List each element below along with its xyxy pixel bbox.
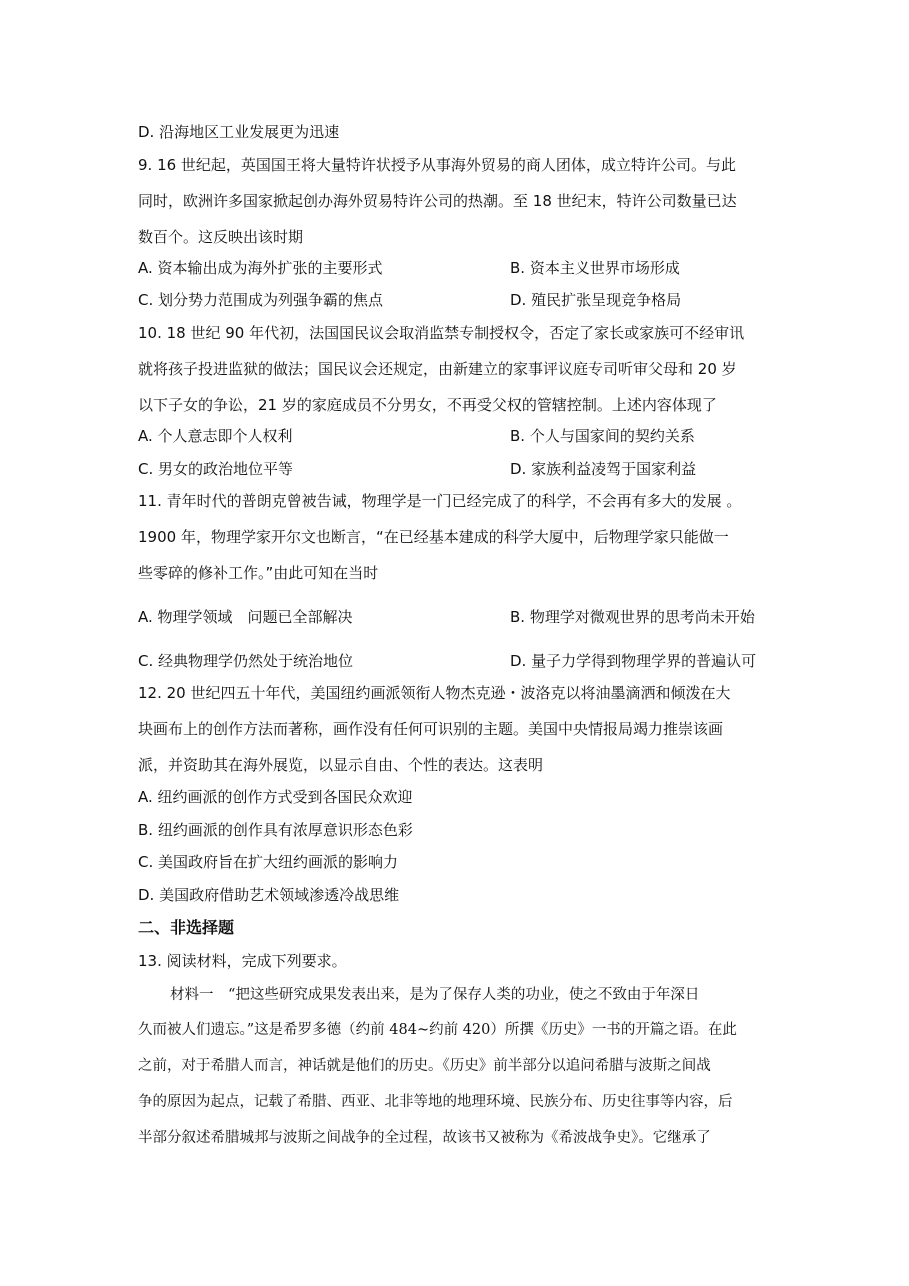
q10-option-c: C. 男女的政治地位平等 bbox=[138, 460, 294, 478]
q9-option-a: A. 资本输出成为海外扩张的主要形式 bbox=[138, 259, 383, 277]
q13-material-line: 半部分叙述希腊城邦与波斯之间战争的全过程，故该书又被称为《希波战争史》。它继承了 bbox=[138, 1130, 711, 1146]
q9-stem-line: 9. 16 世纪起，英国国王将大量特许状授予从事海外贸易的商人团体，成立特许公司。与此 bbox=[138, 156, 736, 174]
q12-stem-line: 12. 20 世纪四五十年代，美国纽约画派领衔人物杰克逊・波洛克以将油墨滴洒和倾泼在大 bbox=[138, 684, 731, 702]
q9-stem-line: 数百个。这反映出该时期 bbox=[138, 228, 304, 246]
q12-stem-line: 派，并资助其在海外展览，以显示自由、个性的表达。这表明 bbox=[138, 756, 544, 774]
q11-option-c: C. 经典物理学仍然处于统治地位 bbox=[138, 652, 354, 670]
q9-option-d: D. 殖民扩张呈现竞争格局 bbox=[510, 291, 682, 309]
q10-stem-line: 10. 18 世纪 90 年代初，法国国民议会取消监禁专制授权令，否定了家长或家族可不经审讯 bbox=[138, 324, 745, 342]
q11-option-b: B. 物理学对微观世界的思考尚未开始 bbox=[510, 608, 755, 626]
q13-stem: 13. 阅读材料，完成下列要求。 bbox=[138, 952, 347, 970]
section-heading: 二、非选择题 bbox=[138, 918, 235, 937]
q13-material-line: 久而被人们遗忘。”这是希罗多德（约前 484~约前 420）所撰《历史》一书的开篇之语。在此 bbox=[138, 1022, 737, 1038]
q11-stem-line: 11. 青年时代的普朗克曾被告诫，物理学是一门已经完成了的科学，不会再有多大的发展 。 bbox=[138, 492, 742, 510]
q13-material-line: 之前，对于希腊人而言，神话就是他们的历史。《历史》前半部分以追问希腊与波斯之间战 bbox=[138, 1058, 711, 1074]
q10-option-b: B. 个人与国家间的契约关系 bbox=[510, 427, 695, 445]
q10-option-a: A. 个人意志即个人权利 bbox=[138, 427, 293, 445]
q10-stem-line: 以下子女的争讼，21 岁的家庭成员不分男女，不再受父权的管辖控制。上述内容体现了 bbox=[138, 396, 717, 414]
q11-option-d: D. 量子力学得到物理学界的普遍认可 bbox=[510, 652, 757, 670]
q8-option-d: D. 沿海地区工业发展更为迅速 bbox=[138, 123, 340, 141]
q11-option-a: A. 物理学领域 问题已全部解决 bbox=[138, 608, 353, 626]
q11-stem-line: 1900 年，物理学家开尔文也断言，“在已经基本建成的科学大厦中，后物理学家只能做一 bbox=[138, 528, 729, 546]
q10-stem-line: 就将孩子投进监狱的做法；国民议会还规定，由新建立的家事评议庭专司听审父母和 20 岁 bbox=[138, 360, 737, 378]
q10-option-d: D. 家族利益凌驾于国家利益 bbox=[510, 460, 697, 478]
q9-option-c: C. 划分势力范围成为列强争霸的焦点 bbox=[138, 291, 384, 309]
q9-stem-line: 同时，欧洲许多国家掀起创办海外贸易特许公司的热潮。至 18 世纪末，特许公司数量已达 bbox=[138, 192, 737, 210]
q12-stem-line: 块画布上的创作方法而著称，画作没有任何可识别的主题。美国中央情报局竭力推崇该画 bbox=[138, 720, 724, 738]
q12-option-c: C. 美国政府旨在扩大纽约画派的影响力 bbox=[138, 853, 399, 871]
q12-option-b: B. 纽约画派的创作具有浓厚意识形态色彩 bbox=[138, 821, 413, 839]
q11-stem-line: 些零碎的修补工作。”由此可知在当时 bbox=[138, 564, 379, 582]
q9-option-b: B. 资本主义世界市场形成 bbox=[510, 259, 680, 277]
q12-option-a: A. 纽约画派的创作方式受到各国民众欢迎 bbox=[138, 788, 413, 806]
q13-material-line: 争的原因为起点，记载了希腊、西亚、北非等地的地理环境、民族分布、历史往事等内容，后 bbox=[138, 1094, 733, 1110]
q13-material-line: 材料一 “把这些研究成果发表出来，是为了保存人类的功业，使之不致由于年深日 bbox=[170, 987, 700, 1003]
q12-option-d: D. 美国政府借助艺术领域渗透冷战思维 bbox=[138, 886, 400, 904]
